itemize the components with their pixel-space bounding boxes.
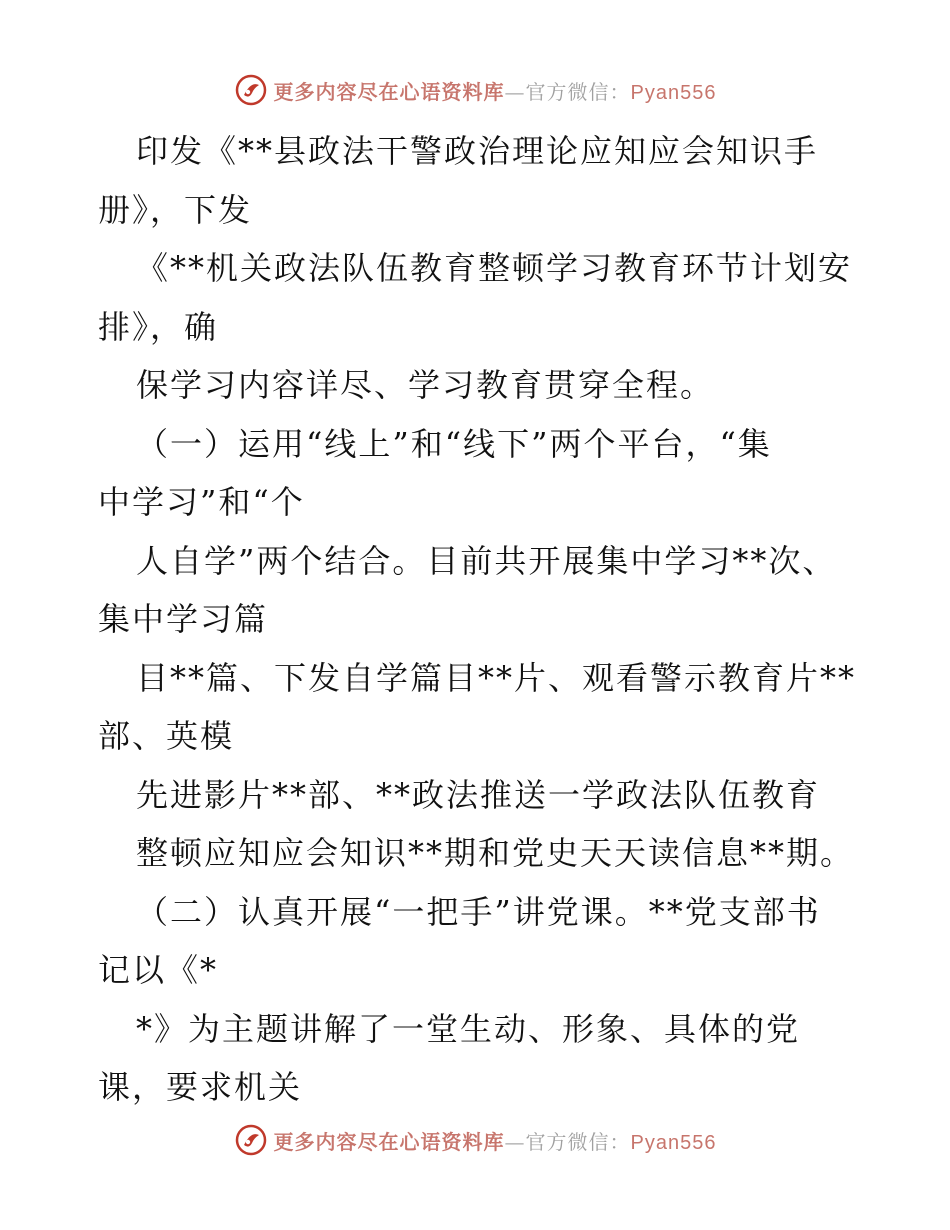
watermark-text xyxy=(274,76,717,105)
text-line: 保学习内容详尽、学习教育贯穿全程。 xyxy=(136,366,715,404)
footer-watermark xyxy=(0,1120,950,1160)
text-line: 部、英模 xyxy=(98,717,235,755)
text-line: 册》，下发 xyxy=(98,190,253,229)
text-line: 记以《* xyxy=(98,951,219,989)
header-watermark xyxy=(0,70,950,110)
text-line: 先进影片**部、**政法推送一学政法队伍教育 xyxy=(136,775,821,814)
text-line: 目**篇、下发自学篇目**片、观看警示教育片** xyxy=(136,658,857,697)
text-line: *》为主题讲解了一堂生动、形象、具体的党 xyxy=(136,1009,801,1048)
logo-icon xyxy=(234,73,268,107)
watermark-separator: — xyxy=(504,79,526,104)
text-line: 课，要求机关 xyxy=(98,1068,303,1106)
text-line: 整顿应知应会知识**期和党史天天读信息**期。 xyxy=(136,834,855,872)
watermark-wechat-id: Pyan556 xyxy=(630,1131,717,1154)
watermark-text xyxy=(274,1126,717,1155)
text-line: 《**机关政法队伍教育整顿学习教育环节计划安 xyxy=(136,249,853,287)
text-line: 中学习”和“个 xyxy=(98,483,305,521)
text-line: 印发《**县政法干警政治理论应知应会知识手 xyxy=(136,132,819,170)
watermark-separator: — xyxy=(504,1129,526,1154)
logo-icon xyxy=(234,1123,268,1157)
text-line: 人自学”两个结合。目前共开展集中学习**次、 xyxy=(136,541,837,580)
text-line: （一）运用“线上”和“线下”两个平台，“集 xyxy=(136,424,772,463)
watermark-wechat-id: Pyan556 xyxy=(630,81,717,104)
watermark-main-text: 更多内容尽在心语资料库 xyxy=(273,79,505,104)
text-line: 排》，确 xyxy=(98,307,219,346)
watermark-wechat-label: 官方微信： xyxy=(525,1129,631,1154)
watermark-main-text: 更多内容尽在心语资料库 xyxy=(273,1129,505,1154)
text-line: 集中学习篇 xyxy=(98,600,269,638)
document-body xyxy=(98,122,858,1117)
watermark-wechat-label: 官方微信： xyxy=(525,79,631,104)
text-line: （二）认真开展“一把手”讲党课。**党支部书 xyxy=(136,892,821,931)
